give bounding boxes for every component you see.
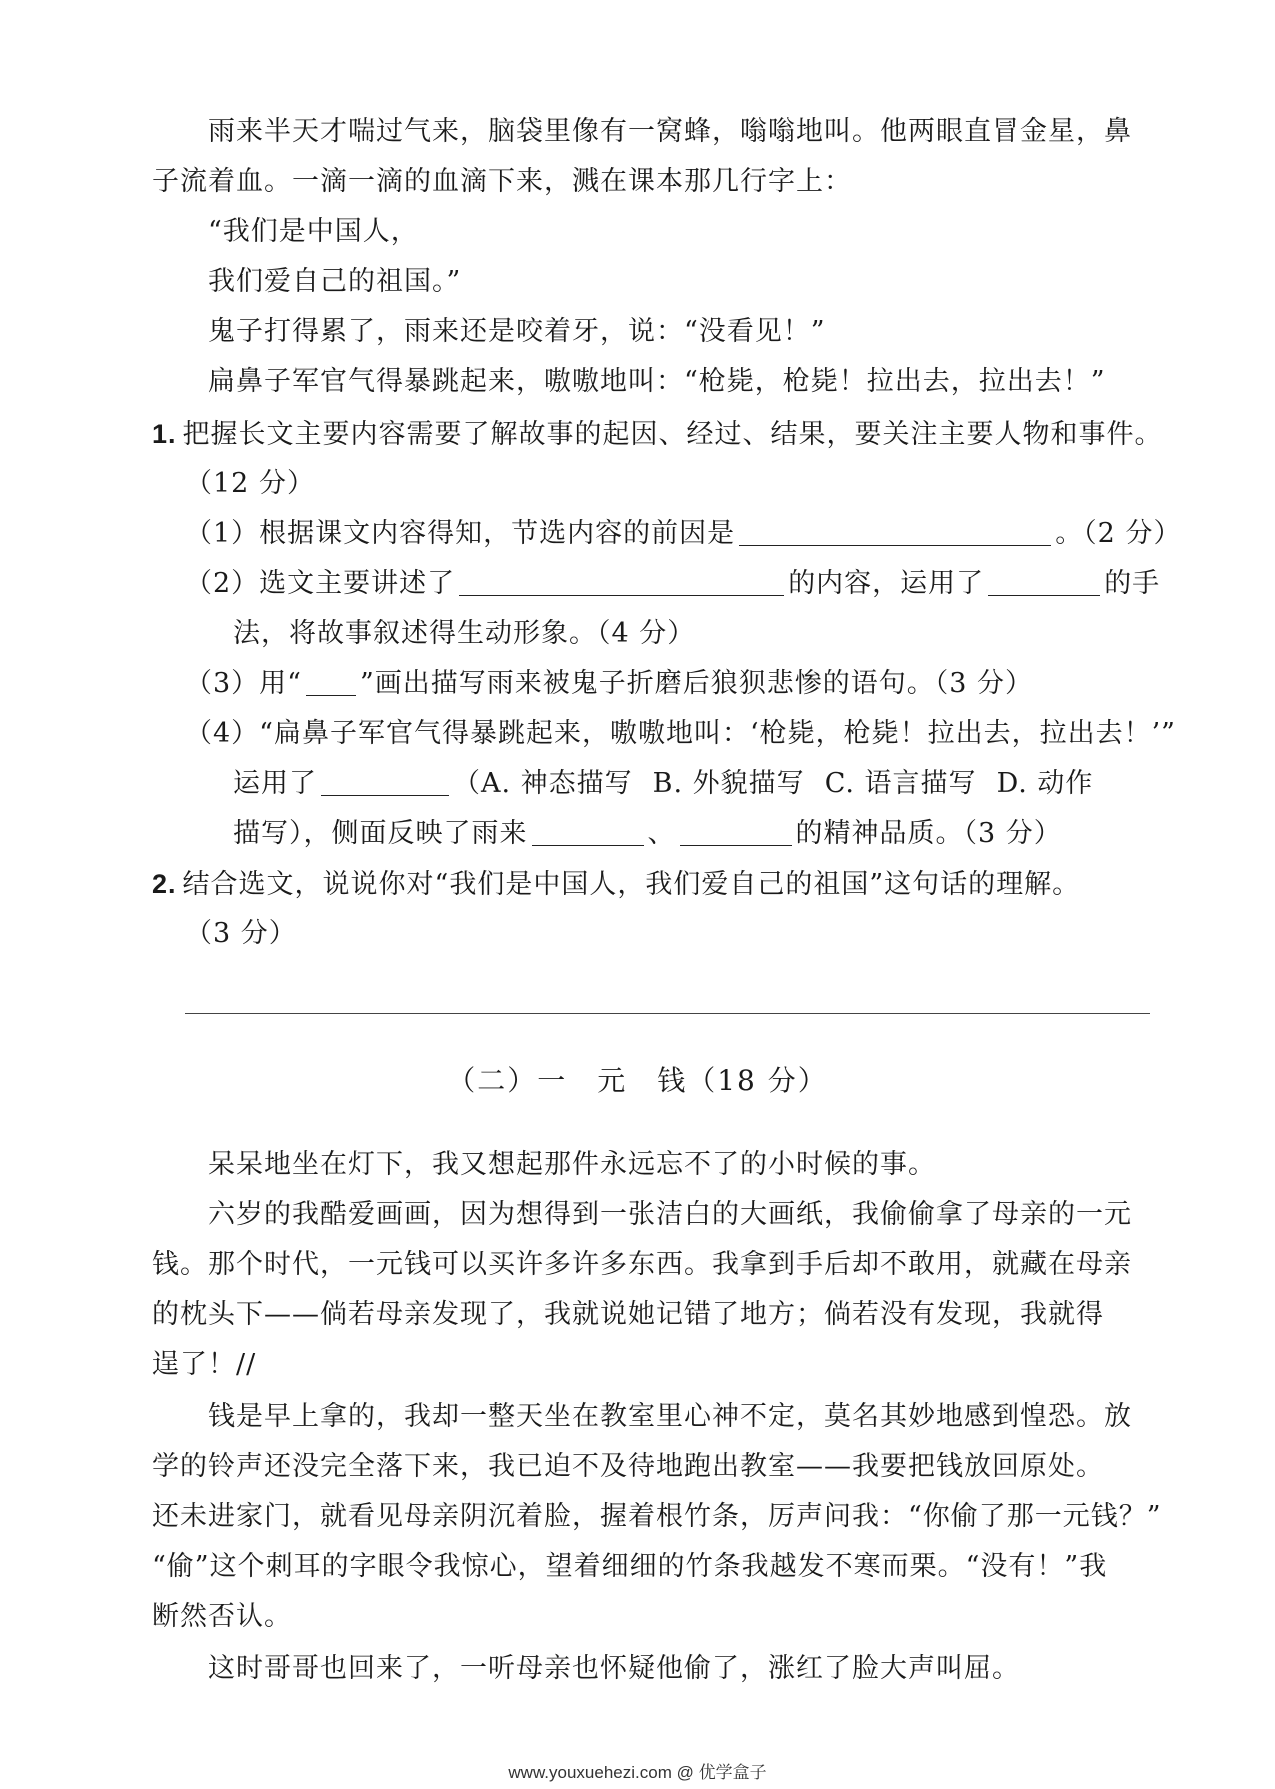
subquestion-text: 的精神品质。（3 分）: [795, 818, 1062, 849]
subquestion-2: [185, 567, 1161, 601]
passage-line: 鬼子打得累了，雨来还是咬着牙，说：“没看见！”: [208, 316, 826, 347]
passage-line: 子流着血。一滴一滴的血滴下来，溅在课本那几行字上：: [152, 166, 852, 197]
option-b: B. 外貌描写: [652, 768, 805, 799]
option-a: （A. 神态描写: [453, 768, 633, 799]
subquestion-text: 的内容，运用了: [788, 568, 985, 599]
question-score: （3 分）: [185, 918, 297, 949]
subquestion-4: （4）“扁鼻子军官气得暴跳起来，嗷嗷地叫：‘枪毙，枪毙！拉出去，拉出去！’”: [185, 718, 1176, 749]
passage-line: 钱。那个时代，一元钱可以买许多许多东西。我拿到手后却不敢用，就藏在母亲: [152, 1249, 1132, 1280]
subquestion-4-end: [233, 817, 1150, 851]
answer-line[interactable]: [185, 1013, 1150, 1014]
footer-watermark: www.youxuehezi.com @ 优学盒子: [508, 1763, 767, 1782]
passage-line: 雨来半天才喘过气来，脑袋里像有一窝蜂，嗡嗡地叫。他两眼直冒金星，鼻: [208, 116, 1132, 147]
subquestion-text: 运用了: [233, 768, 317, 799]
answer-blank[interactable]: [459, 569, 784, 596]
subquestion-text: （3）用“: [185, 668, 302, 699]
option-d: D. 动作: [996, 768, 1094, 799]
subquestion-4-options: [233, 767, 1150, 801]
answer-blank[interactable]: [321, 769, 449, 796]
option-c: C. 语言描写: [824, 768, 977, 799]
passage-line: 的枕头下——倘若母亲发现了，我就说她记错了地方；倘若没有发现，我就得: [152, 1299, 1104, 1330]
subquestion-text: 。（2 分）: [1055, 518, 1182, 549]
question-1: [152, 417, 1163, 452]
passage-line: 我们爱自己的祖国。”: [208, 266, 462, 297]
passage-line: 逞了！//: [152, 1349, 257, 1380]
passage-line: “偷”这个刺耳的字眼令我惊心，望着细细的竹条我越发不寒而栗。“没有！”我: [152, 1551, 1108, 1582]
question-number: 2.: [152, 869, 177, 899]
passage-line: 呆呆地坐在灯下，我又想起那件永远忘不了的小时候的事。: [208, 1149, 936, 1180]
question-score: （12 分）: [185, 468, 315, 499]
subquestion-3: [185, 667, 1150, 701]
subquestion-text: 的手: [1104, 568, 1161, 599]
subquestion-text: ”画出描写雨来被鬼子折磨后狼狈悲惨的语句。（3 分）: [359, 668, 1034, 699]
passage-line: “我们是中国人，: [208, 216, 419, 247]
subquestion-1: [185, 517, 1182, 551]
underline-sample: [306, 669, 356, 696]
answer-blank[interactable]: [532, 819, 644, 846]
passage-line: 断然否认。: [152, 1601, 292, 1632]
subquestion-text: （1）根据课文内容得知，节选内容的前因是: [185, 518, 736, 549]
subquestion-text: （2）选文主要讲述了: [185, 568, 456, 599]
question-text: 把握长文主要内容需要了解故事的起因、经过、结果，要关注主要人物和事件。: [182, 419, 1163, 450]
passage-line: 六岁的我酷爱画画，因为想得到一张洁白的大画纸，我偷偷拿了母亲的一元: [208, 1199, 1132, 1230]
answer-blank[interactable]: [739, 519, 1051, 546]
passage-line: 还未进家门，就看见母亲阴沉着脸，握着根竹条，厉声问我：“你偷了那一元钱？”: [152, 1501, 1162, 1532]
passage-line: 扁鼻子军官气得暴跳起来，嗷嗷地叫：“枪毙，枪毙！拉出去，拉出去！”: [208, 366, 1106, 397]
subquestion-text: 描写），侧面反映了雨来: [233, 818, 528, 849]
question-number: 1.: [152, 419, 177, 449]
passage-line: 这时哥哥也回来了，一听母亲也怀疑他偷了，涨红了脸大声叫屈。: [208, 1653, 1020, 1684]
question-text: 结合选文，说说你对“我们是中国人，我们爱自己的祖国”这句话的理解。: [182, 869, 1081, 900]
passage-line: 钱是早上拿的，我却一整天坐在教室里心神不定，莫名其妙地感到惶恐。放: [208, 1401, 1132, 1432]
passage-line: 学的铃声还没完全落下来，我已迫不及待地跑出教室——我要把钱放回原处。: [152, 1451, 1104, 1482]
answer-blank[interactable]: [680, 819, 792, 846]
answer-blank[interactable]: [988, 569, 1100, 596]
section-title: （二）一 元 钱（18 分）: [447, 1064, 828, 1097]
subquestion-continuation: 法，将故事叙述得生动形象。（4 分）: [233, 618, 696, 649]
separator: 、: [647, 818, 676, 849]
question-2: [152, 867, 1150, 902]
